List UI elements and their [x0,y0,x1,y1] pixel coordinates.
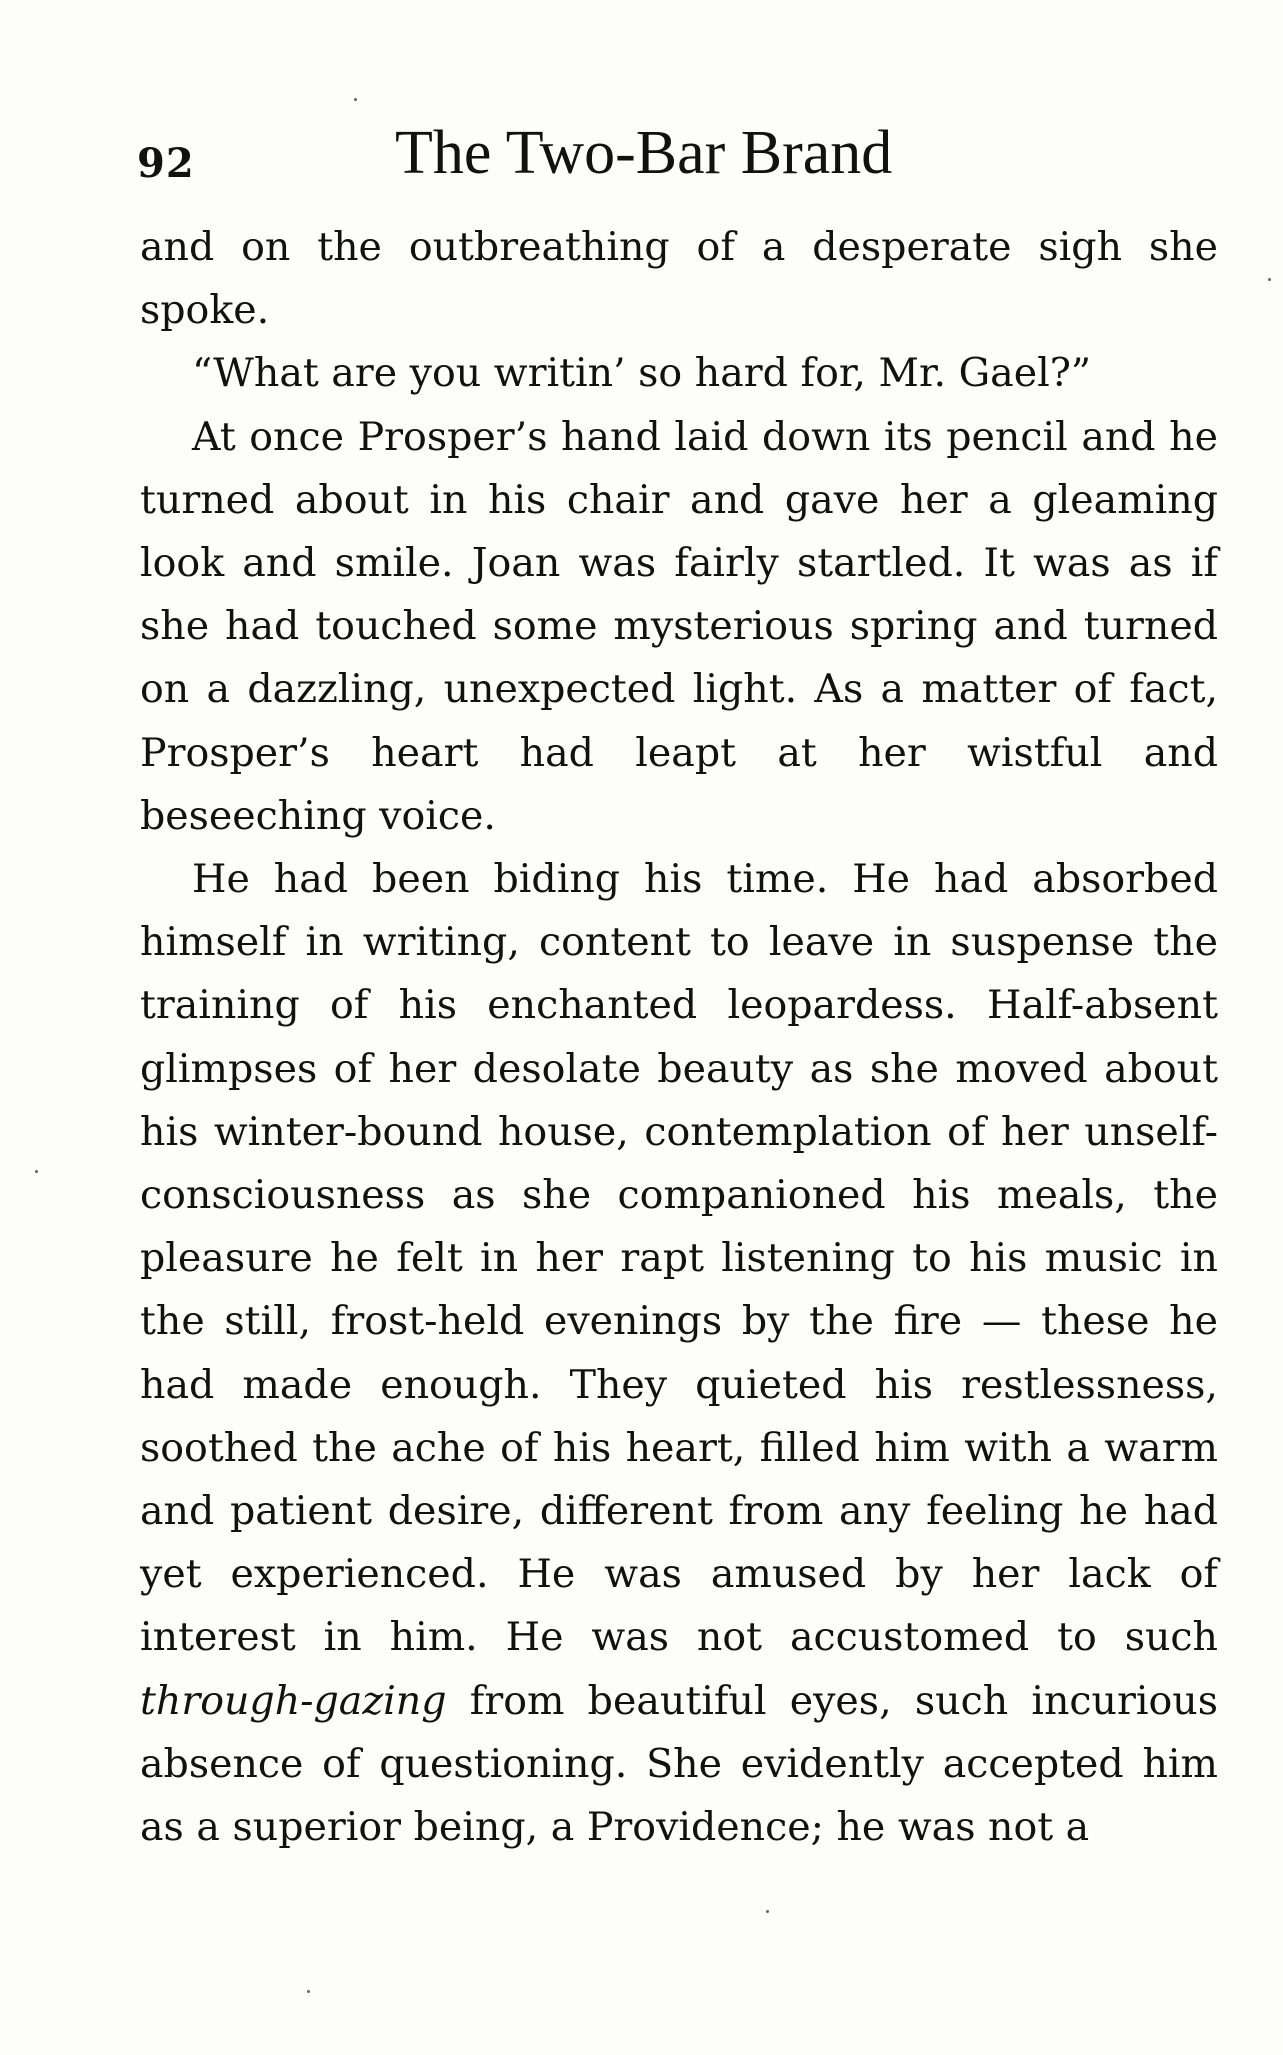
paper-speck [35,1170,38,1173]
paragraph-prosper-reaction: At once Prosper’s hand laid down its pencil and he turned about in his chair and gave her a gleaming look and smile. Joan was fairly startled. It was as if she had touched some mysterious spring and turned on a dazzling, unexpected light. As a matter of fact, Prosper’s heart had leapt at her wistful and beseeching voice. [140,413,1218,839]
paragraph-biding-time [140,848,1218,1859]
paragraph-dialogue: “What are you writin’ so hard for, Mr. Gael?” [192,350,1092,397]
paper-speck [1268,278,1271,281]
paragraph-text-before-italic: He had been biding his time. He had absorbed himself in writing, content to leave in suspense the training of his enchanted leopardess. Half-absent glimpses of her desolate beauty as she moved about his winter-bound house, contemplation of her unself-consciousness as she companioned his meals, the pleasure he felt in her rapt listening to his music in the still, frost-held evenings by the fire — these he had made enough. They quieted his restlessness, soothed the ache of his heart, filled him with a warm and patient desire, different from any feeling he had yet experienced. He was amused by her lack of interest in him. He was not accustomed to such [140,856,1218,1661]
paper-speck [307,1990,310,1993]
running-title: The Two-Bar Brand [395,119,893,187]
paper-speck [354,98,357,101]
paragraph-continuation: and on the outbreathing of a desperate sigh she spoke. [140,224,1218,334]
paragraph-text-after-italic: from beautiful eyes, such incurious absence of questioning. She evidently accepted him as a superior being, a Providence; he was not a [140,1677,1218,1851]
paper-speck [766,1910,769,1913]
italic-phrase: through-gazing [140,1677,447,1724]
page-header [137,118,1217,198]
body-text [140,216,1218,1859]
page-number: 92 [137,140,195,187]
